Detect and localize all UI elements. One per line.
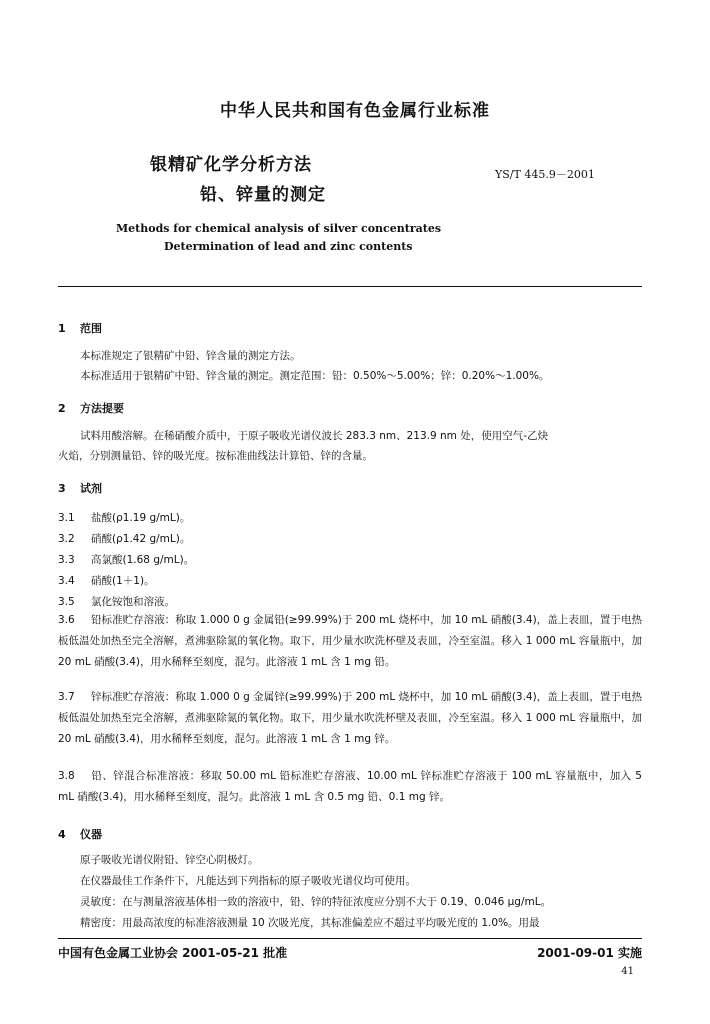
footer-rule: [58, 938, 642, 939]
english-title-line-2: Determination of lead and zinc contents: [164, 240, 413, 253]
issuing-body: 中华人民共和国有色金属行业标准: [220, 101, 490, 121]
paragraph: 在仪器最佳工作条件下，凡能达到下列指标的原子吸收光谱仪均可使用。: [80, 875, 416, 887]
reagent-item-3-6: [58, 610, 642, 673]
item-text: 锌标准贮存溶液：称取 1.000 0 g 金属锌(≥99.99%)于 200 mL 烧杯中，加 10 mL 硝酸(3.4)，盖上表皿，置于电热板低温处加热至完全溶解，煮沸驱除氮的氧化物。取下，用少量水吹洗杯壁及表皿，冷至室温。移入 1 000 mL 容量瓶中，加 20 mL 硝酸(3.4)，用水稀释至刻度，混匀。此溶液 1 mL 含 1 mg 锌。: [58, 691, 642, 745]
item-number: 3.6: [58, 614, 75, 626]
title-line-1: 银精矿化学分析方法: [150, 155, 312, 175]
reagent-item: 3.3 高氯酸(1.68 g/mL)。: [58, 554, 195, 566]
reagent-item: 3.2 硝酸(ρ1.42 g/mL)。: [58, 533, 191, 545]
standard-code: YS/T 445.9－2001: [495, 168, 595, 181]
header-rule: [58, 286, 642, 287]
section-number: 3: [58, 482, 66, 495]
item-text: 铅、锌混合标准溶液：移取 50.00 mL 铅标准贮存溶液、10.00 mL 锌标准贮存溶液于 100 mL 容量瓶中，加入 5 mL 硝酸(3.4)，用水稀释至刻度，混匀。此溶液 1 mL 含 0.5 mg 铅、0.1 mg 锌。: [58, 770, 642, 803]
page-number: 41: [621, 966, 634, 977]
section-title: 方法提要: [80, 402, 124, 415]
paragraph: 本标准规定了银精矿中铅、锌含量的测定方法。: [80, 350, 301, 362]
section-title: 仪器: [80, 828, 102, 841]
approval-date: 中国有色金属工业协会 2001-05-21 批准: [58, 946, 288, 960]
paragraph: 原子吸收光谱仪附铅、锌空心阴极灯。: [80, 854, 259, 866]
section-title: 试剂: [80, 482, 102, 495]
section-number: 1: [58, 322, 66, 335]
section-number: 2: [58, 402, 66, 415]
item-number: 3.8: [58, 770, 75, 782]
paragraph-continued: 火焰，分别测量铅、锌的吸光度。按标准曲线法计算铅、锌的含量。: [58, 450, 373, 462]
reagent-item: 3.5 氯化铵饱和溶液。: [58, 596, 175, 608]
reagent-item: 3.4 硝酸(1＋1)。: [58, 575, 155, 587]
section-number: 4: [58, 828, 66, 841]
reagent-item-3-8: [58, 766, 642, 808]
section-title: 范围: [80, 322, 102, 335]
paragraph: 精密度：用最高浓度的标准溶液测量 10 次吸光度，其标准偏差应不超过平均吸光度的 1.0%。用最: [80, 917, 540, 929]
paragraph: 本标准适用于银精矿中铅、锌含量的测定。测定范围：铅：0.50%～5.00%；锌：0.20%～1.00%。: [80, 370, 550, 382]
implementation-date: 2001-09-01 实施: [537, 946, 642, 960]
paragraph: 试料用酸溶解。在稀硝酸介质中，于原子吸收光谱仪波长 283.3 nm、213.9 nm 处，使用空气-乙炔: [80, 430, 549, 442]
item-number: 3.7: [58, 691, 75, 703]
title-line-2: 铅、锌量的测定: [200, 185, 326, 205]
section-4-heading: [58, 826, 102, 842]
item-text: 铅标准贮存溶液：称取 1.000 0 g 金属铅(≥99.99%)于 200 mL 烧杯中，加 10 mL 硝酸(3.4)，盖上表皿，置于电热板低温处加热至完全溶解，煮沸驱除氮的氧化物。取下，用少量水吹洗杯壁及表皿，冷至室温。移入 1 000 mL 容量瓶中，加 20 mL 硝酸(3.4)，用水稀释至刻度，混匀。此溶液 1 mL 含 1 mg 铅。: [58, 614, 642, 668]
section-3-heading: [58, 480, 102, 496]
reagent-item-3-7: [58, 687, 642, 750]
paragraph: 灵敏度：在与测量溶液基体相一致的溶液中，铅、锌的特征浓度应分别不大于 0.19、0.046 μg/mL。: [80, 896, 552, 908]
english-title-line-1: Methods for chemical analysis of silver concentrates: [116, 222, 442, 235]
reagent-item: 3.1 盐酸(ρ1.19 g/mL)。: [58, 512, 191, 524]
section-1-heading: [58, 320, 102, 336]
section-2-heading: [58, 400, 124, 416]
